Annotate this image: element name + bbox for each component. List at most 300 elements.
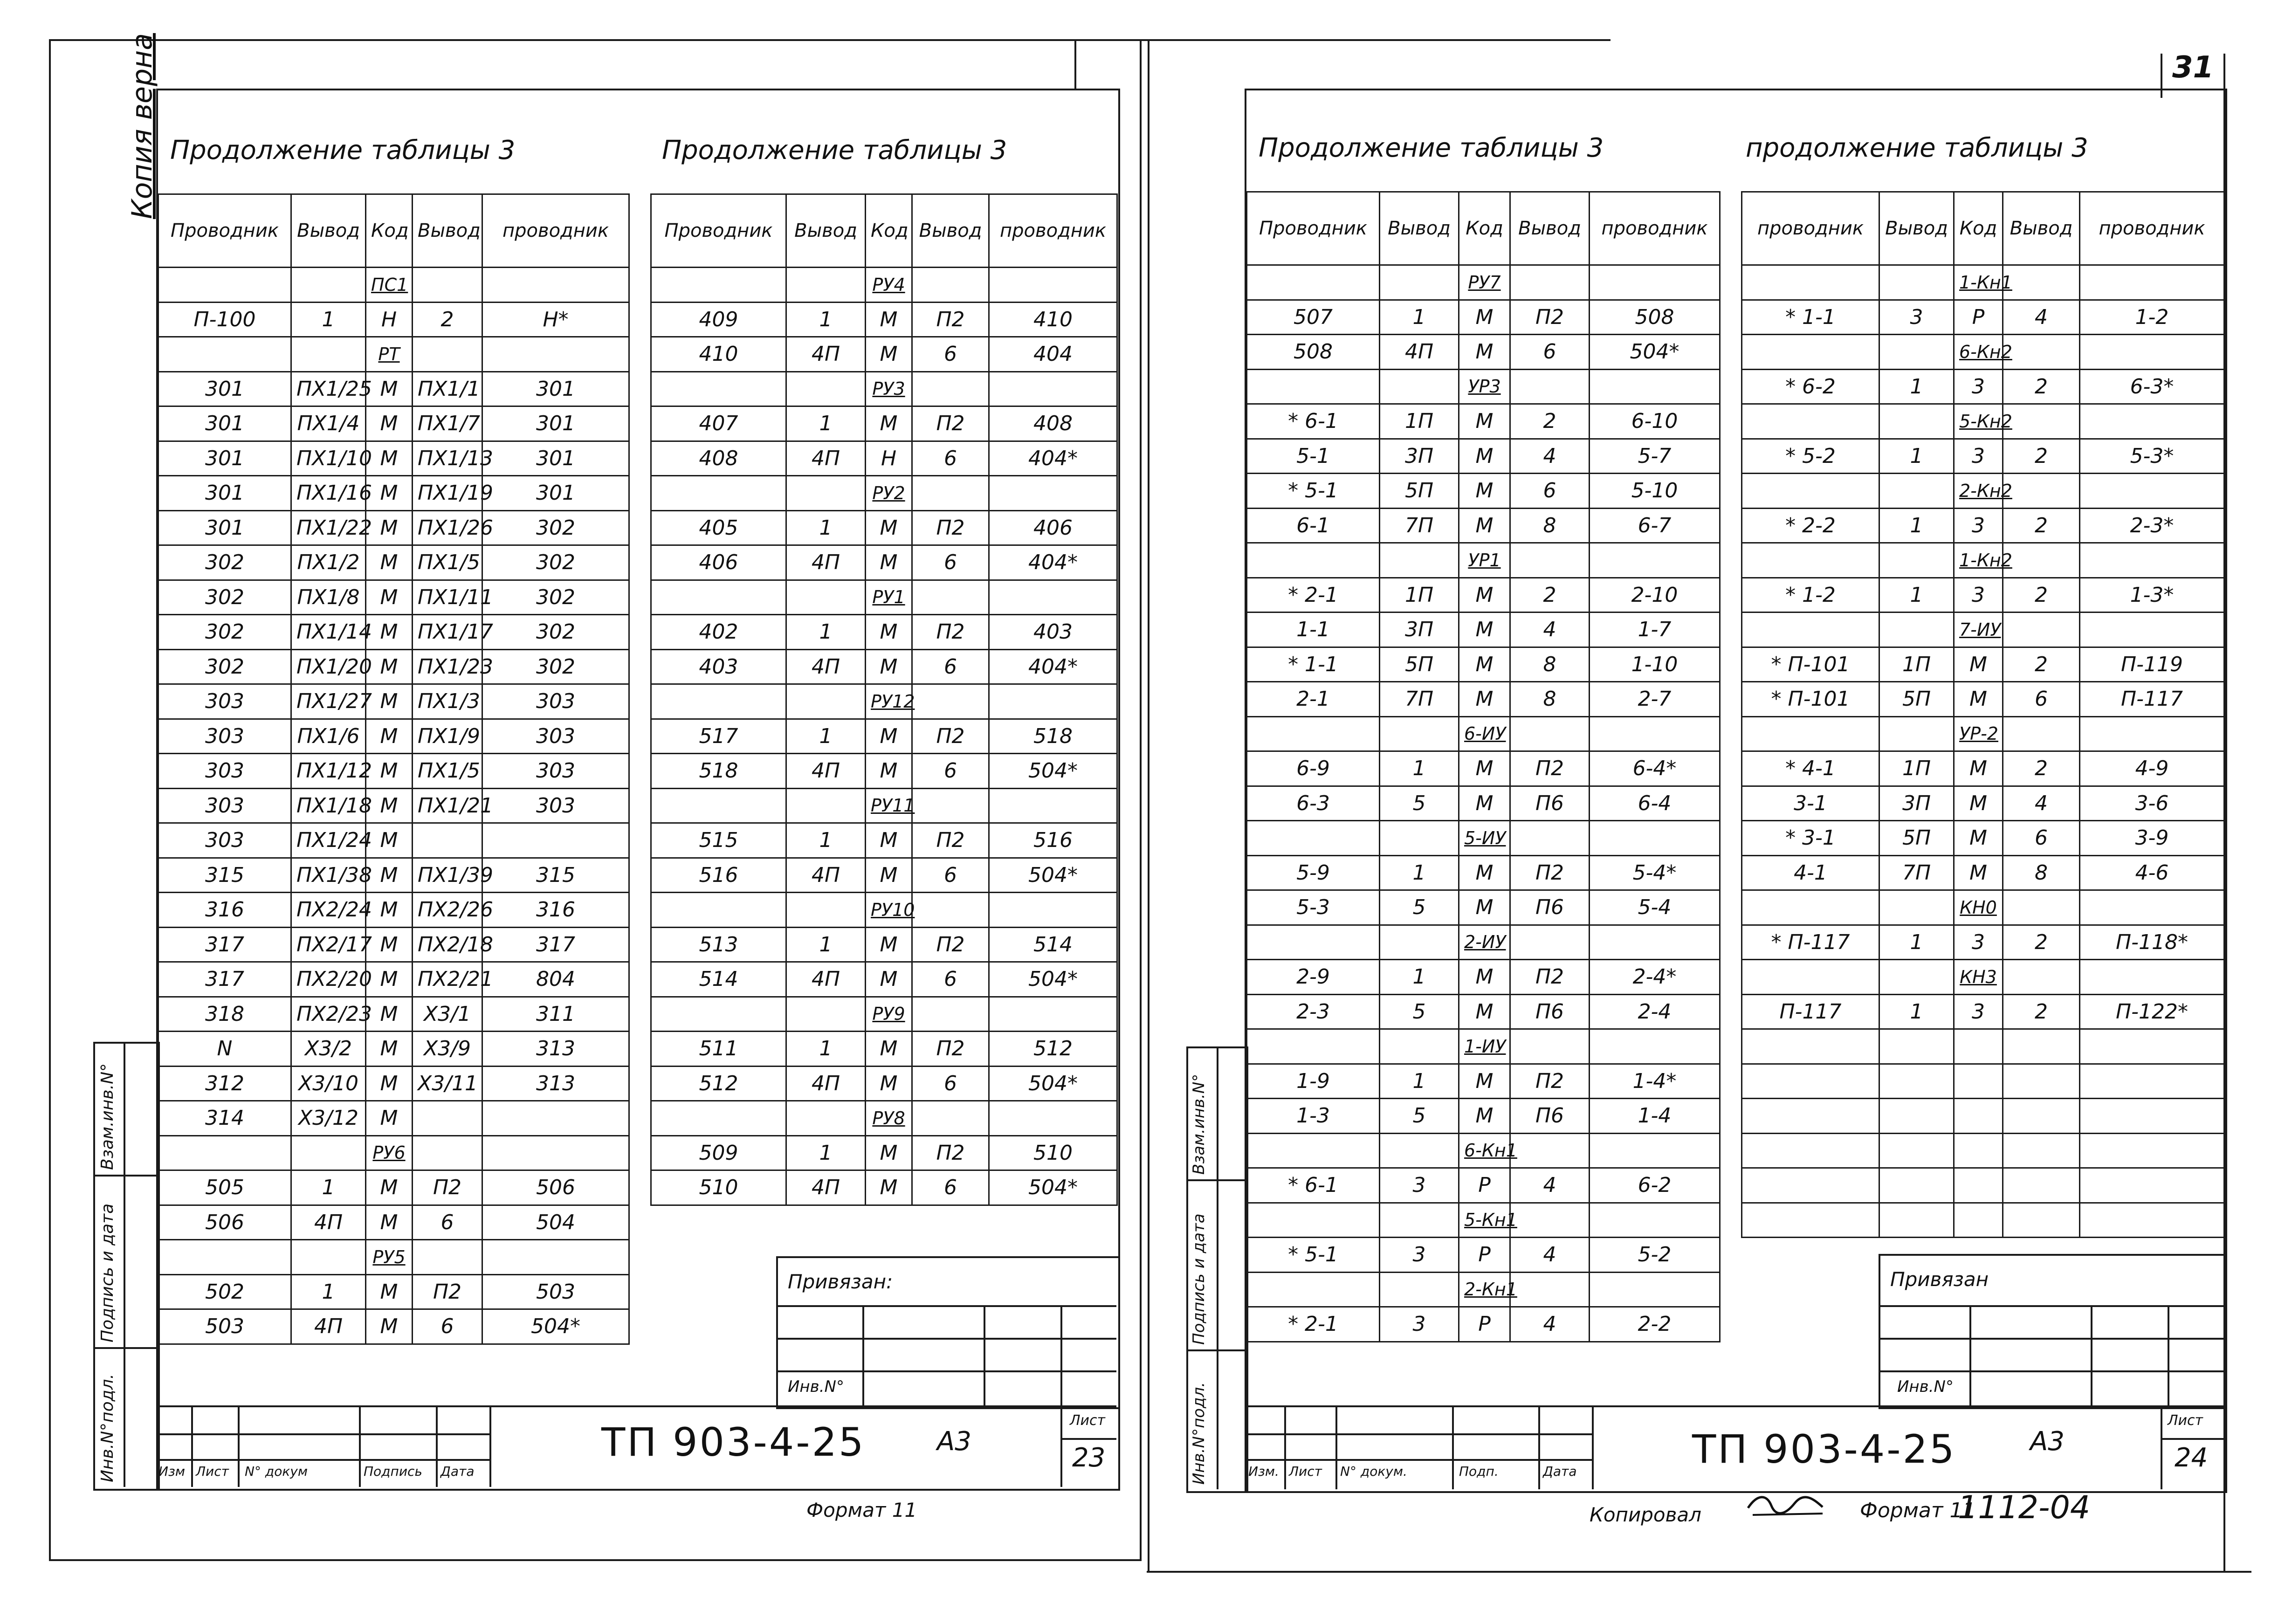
table-cell xyxy=(1742,1203,1879,1238)
table-cell xyxy=(651,997,786,1032)
table-cell: ПХ2/17 xyxy=(291,927,366,962)
code-cell: Р xyxy=(1459,1168,1510,1203)
table-cell: ПХ1/24 xyxy=(291,823,366,858)
code-cell: М xyxy=(1459,647,1510,682)
code-cell: РУ4 xyxy=(866,268,912,303)
table-cell xyxy=(413,1101,482,1136)
table-cell: П2 xyxy=(912,719,989,754)
table-cell xyxy=(1879,404,1954,439)
table-cell xyxy=(2080,543,2224,578)
table-cell xyxy=(1380,265,1459,300)
table-cell xyxy=(989,372,1117,406)
table-cell: 302 xyxy=(482,649,629,684)
table-row xyxy=(651,545,1117,580)
column-header: Вывод xyxy=(1380,192,1459,265)
table-cell: 504 xyxy=(482,1205,629,1240)
table-cell: * 2-1 xyxy=(1247,1307,1380,1342)
code-cell: М xyxy=(366,1066,413,1101)
code-cell: М xyxy=(366,1205,413,1240)
table-cell xyxy=(786,893,866,928)
table-cell: ПХ1/11 xyxy=(413,580,482,615)
table-cell: 1 xyxy=(1380,1064,1459,1099)
table-row xyxy=(1742,474,2224,509)
table-cell xyxy=(1590,265,1720,300)
table-row xyxy=(651,649,1117,684)
table-cell: 4П xyxy=(786,1066,866,1101)
table-row xyxy=(1247,543,1720,578)
table-row xyxy=(1247,1133,1720,1168)
table-cell: 313 xyxy=(482,1032,629,1067)
code-cell: РУ5 xyxy=(366,1240,413,1275)
table-cell: 1 xyxy=(786,302,866,337)
right-sheet-label: Лист xyxy=(2168,1412,2203,1429)
left-format: Формат 11 xyxy=(806,1499,917,1521)
table-cell: 4П xyxy=(786,649,866,684)
table-cell: 516 xyxy=(651,858,786,893)
code-cell: 3 xyxy=(1954,369,2003,404)
table-cell: 510 xyxy=(989,1135,1117,1170)
table-cell xyxy=(158,337,291,372)
table-cell: 303 xyxy=(482,788,629,823)
table-cell: ПХ1/18 xyxy=(291,788,366,823)
table-cell xyxy=(989,893,1117,928)
column-header: Вывод xyxy=(291,194,366,268)
table-row xyxy=(1247,508,1720,543)
table-cell: 1 xyxy=(786,927,866,962)
table-cell xyxy=(1879,1133,1954,1168)
table-cell: 514 xyxy=(651,962,786,997)
table-cell: 518 xyxy=(989,719,1117,754)
table-cell: 5-3* xyxy=(2080,439,2224,474)
table-row xyxy=(651,268,1117,303)
table-cell: 5П xyxy=(1380,647,1459,682)
table-cell xyxy=(912,476,989,511)
table-cell: 406 xyxy=(651,545,786,580)
code-cell: М xyxy=(1954,855,2003,890)
table-cell: ПХ1/3 xyxy=(413,684,482,719)
table-row xyxy=(651,719,1117,754)
table-cell: 1 xyxy=(786,719,866,754)
column-header: Код xyxy=(866,194,912,268)
code-cell: 1-ИУ xyxy=(1459,1029,1510,1064)
table-row xyxy=(1247,751,1720,786)
table-row xyxy=(651,441,1117,476)
table-cell: ПХ1/38 xyxy=(291,858,366,893)
table-cell xyxy=(1247,1133,1380,1168)
table-row xyxy=(1247,265,1720,300)
table-cell xyxy=(651,372,786,406)
table-cell: 3-6 xyxy=(2080,786,2224,821)
code-cell: М xyxy=(366,545,413,580)
code-cell: М xyxy=(366,927,413,962)
code-cell: М xyxy=(366,788,413,823)
table-cell: 5-3 xyxy=(1247,890,1380,925)
table-row xyxy=(1742,994,2224,1029)
table-cell: 302 xyxy=(158,545,291,580)
table-cell: 301 xyxy=(158,406,291,441)
table-row xyxy=(158,1135,629,1170)
table-cell xyxy=(2080,404,2224,439)
table-cell xyxy=(158,1240,291,1275)
table-cell: 4П xyxy=(786,545,866,580)
table-row xyxy=(158,1274,629,1309)
table-cell xyxy=(1879,960,1954,995)
left-tb-izm: Изм xyxy=(158,1464,185,1479)
code-cell: 3 xyxy=(1954,578,2003,612)
table-row xyxy=(1742,404,2224,439)
table-cell: 6-3 xyxy=(1247,786,1380,821)
table-cell xyxy=(291,337,366,372)
table-row xyxy=(158,372,629,406)
table-cell: 404* xyxy=(989,441,1117,476)
table-cell xyxy=(2080,960,2224,995)
table-cell xyxy=(1590,1133,1720,1168)
table-cell xyxy=(291,1240,366,1275)
table-row xyxy=(651,858,1117,893)
table-cell xyxy=(912,1101,989,1136)
code-cell: М xyxy=(366,649,413,684)
table-cell: 6-7 xyxy=(1590,508,1720,543)
table-cell xyxy=(2003,404,2080,439)
table-cell: * П-101 xyxy=(1742,682,1879,717)
table-cell: 6 xyxy=(413,1205,482,1240)
table-cell xyxy=(2080,265,2224,300)
table-cell: 7П xyxy=(1879,855,1954,890)
table-cell: П2 xyxy=(912,302,989,337)
table-cell xyxy=(1510,265,1590,300)
table-row xyxy=(1247,682,1720,717)
table-cell: 504* xyxy=(989,858,1117,893)
table-cell: П2 xyxy=(1510,1064,1590,1099)
table-cell: П6 xyxy=(1510,786,1590,821)
table-cell: Н* xyxy=(482,302,629,337)
code-cell: 6-Кн2 xyxy=(1954,335,2003,370)
code-cell: 2-Кн2 xyxy=(1954,474,2003,509)
table-cell xyxy=(651,268,786,303)
table-row xyxy=(1742,682,2224,717)
table-cell: 5-9 xyxy=(1247,855,1380,890)
table-row xyxy=(651,754,1117,789)
table-cell: П2 xyxy=(1510,855,1590,890)
table-cell: 4П xyxy=(786,962,866,997)
table-cell: 2 xyxy=(2003,994,2080,1029)
table-cell: 303 xyxy=(158,684,291,719)
left-table-a-title: Продолжение таблицы 3 xyxy=(170,135,516,165)
table-cell: П2 xyxy=(413,1274,482,1309)
table-cell: ПХ1/12 xyxy=(291,754,366,789)
table-cell xyxy=(291,1135,366,1170)
table-row xyxy=(1742,786,2224,821)
table-row xyxy=(158,684,629,719)
left-margin-inv: Инв.N°подл. xyxy=(98,1374,117,1482)
table-cell xyxy=(2003,474,2080,509)
table-row xyxy=(1247,300,1720,335)
table-cell: ПХ1/8 xyxy=(291,580,366,615)
table-cell: 3-1 xyxy=(1742,786,1879,821)
table-cell: * 4-1 xyxy=(1742,751,1879,786)
code-cell: РУ1 xyxy=(866,580,912,615)
table-cell: П-119 xyxy=(2080,647,2224,682)
table-cell: 510 xyxy=(651,1170,786,1205)
table-cell xyxy=(2003,265,2080,300)
table-row xyxy=(1247,890,1720,925)
table-cell: 5-10 xyxy=(1590,474,1720,509)
code-cell: М xyxy=(1459,786,1510,821)
table-cell: 7П xyxy=(1380,682,1459,717)
table-row xyxy=(1742,960,2224,995)
table-cell: 301 xyxy=(158,441,291,476)
table-cell: * 5-1 xyxy=(1247,1238,1380,1273)
table-row xyxy=(158,1101,629,1136)
table-cell xyxy=(1590,925,1720,960)
table-cell: ПХ2/24 xyxy=(291,893,366,928)
table-cell: 6 xyxy=(1510,474,1590,509)
table-cell: ПХ1/21 xyxy=(413,788,482,823)
table-cell: 1-10 xyxy=(1590,647,1720,682)
table-row xyxy=(1742,890,2224,925)
table-cell: 406 xyxy=(989,510,1117,545)
code-cell: М xyxy=(1459,994,1510,1029)
code-cell: М xyxy=(366,510,413,545)
code-cell: РУ12 xyxy=(866,684,912,719)
left-stage: А3 xyxy=(937,1426,971,1457)
table-cell xyxy=(482,823,629,858)
table-cell xyxy=(2003,543,2080,578)
table-cell: 1 xyxy=(1380,960,1459,995)
table-header-row xyxy=(158,194,629,268)
table-cell: 3 xyxy=(1380,1238,1459,1273)
table-row xyxy=(1247,925,1720,960)
column-header: Вывод xyxy=(1879,192,1954,265)
table-row xyxy=(158,302,629,337)
code-cell: М xyxy=(1459,508,1510,543)
table-row xyxy=(158,580,629,615)
table-row xyxy=(1742,1203,2224,1238)
table-cell xyxy=(912,268,989,303)
table-cell: 1 xyxy=(291,1170,366,1205)
table-cell: * 1-2 xyxy=(1742,578,1879,612)
table-row xyxy=(158,615,629,650)
table-cell xyxy=(2003,890,2080,925)
code-cell: М xyxy=(366,1101,413,1136)
table-cell xyxy=(1380,1133,1459,1168)
table-row xyxy=(158,268,629,303)
table-cell xyxy=(482,268,629,303)
table-cell: 514 xyxy=(989,927,1117,962)
column-header: проводник xyxy=(1590,192,1720,265)
code-cell: 6-Кн1 xyxy=(1459,1133,1510,1168)
table-cell: 302 xyxy=(482,510,629,545)
table-cell: Х3/11 xyxy=(413,1066,482,1101)
code-cell xyxy=(1954,1099,2003,1134)
table-row xyxy=(651,406,1117,441)
table-cell: ПХ1/14 xyxy=(291,615,366,650)
code-cell: М xyxy=(866,1032,912,1067)
table-row xyxy=(651,997,1117,1032)
code-cell: Н xyxy=(366,302,413,337)
table-cell: 1-1 xyxy=(1247,612,1380,647)
table-cell: 506 xyxy=(482,1170,629,1205)
table-cell: П2 xyxy=(912,615,989,650)
code-cell: М xyxy=(366,823,413,858)
code-cell: М xyxy=(366,684,413,719)
right-tb-list: Лист xyxy=(1289,1464,1322,1479)
table-cell xyxy=(1510,1133,1590,1168)
code-cell: М xyxy=(1954,647,2003,682)
table-cell xyxy=(1742,265,1879,300)
table-cell: 6 xyxy=(912,337,989,372)
table-cell: 2 xyxy=(1510,578,1590,612)
code-cell: 5-Кн1 xyxy=(1459,1203,1510,1238)
table-cell xyxy=(786,476,866,511)
sheet-separator-right xyxy=(1148,39,1149,1573)
table-cell xyxy=(2003,1029,2080,1064)
code-cell: М xyxy=(866,406,912,441)
table-cell xyxy=(1247,543,1380,578)
column-header: Проводник xyxy=(158,194,291,268)
table-cell: 518 xyxy=(651,754,786,789)
table-cell xyxy=(786,788,866,823)
table-cell xyxy=(1879,1029,1954,1064)
table-cell: 2-4* xyxy=(1590,960,1720,995)
table-row xyxy=(651,684,1117,719)
code-cell: М xyxy=(866,545,912,580)
copier-signature xyxy=(1743,1489,1827,1522)
code-cell: М xyxy=(366,372,413,406)
table-cell: 1 xyxy=(786,1032,866,1067)
code-cell: 7-ИУ xyxy=(1954,612,2003,647)
table-row xyxy=(1247,786,1720,821)
table-cell: ПХ2/23 xyxy=(291,997,366,1032)
table-cell xyxy=(1380,716,1459,751)
table-cell xyxy=(158,1135,291,1170)
table-row xyxy=(158,893,629,928)
column-header: Вывод xyxy=(786,194,866,268)
table-cell: 409 xyxy=(651,302,786,337)
table-cell: 2-7 xyxy=(1590,682,1720,717)
table-cell: 317 xyxy=(482,927,629,962)
code-cell xyxy=(1954,1029,2003,1064)
table-cell: 2 xyxy=(2003,508,2080,543)
table-cell xyxy=(1510,369,1590,404)
table-cell xyxy=(786,372,866,406)
table-cell xyxy=(1879,1168,1954,1203)
code-cell: М xyxy=(1459,474,1510,509)
code-cell: 3 xyxy=(1954,925,2003,960)
table-row xyxy=(1742,1099,2224,1134)
table-cell: ПХ1/10 xyxy=(291,441,366,476)
code-cell: М xyxy=(1459,1064,1510,1099)
code-cell xyxy=(1954,1064,2003,1099)
table-cell: П2 xyxy=(912,1032,989,1067)
table-cell xyxy=(1590,369,1720,404)
table-header-row xyxy=(651,194,1117,268)
table-cell: * 5-1 xyxy=(1247,474,1380,509)
table-row xyxy=(158,406,629,441)
table-cell: 5 xyxy=(1380,890,1459,925)
table-cell: 317 xyxy=(158,927,291,962)
table-row xyxy=(1247,1099,1720,1134)
column-header: Код xyxy=(1459,192,1510,265)
left-margin-replace: Взам.инв.N° xyxy=(98,1063,117,1170)
code-cell: М xyxy=(1954,786,2003,821)
code-cell: М xyxy=(1459,960,1510,995)
table-cell xyxy=(2080,716,2224,751)
column-header: Проводник xyxy=(1247,192,1380,265)
table-cell: 3П xyxy=(1380,439,1459,474)
table-cell xyxy=(1742,716,1879,751)
table-cell xyxy=(1742,1133,1879,1168)
table-cell: * П-101 xyxy=(1742,647,1879,682)
code-cell: 1-Кн1 xyxy=(1954,265,2003,300)
table-cell: 1 xyxy=(291,1274,366,1309)
table-cell xyxy=(1742,1064,1879,1099)
table-cell: 515 xyxy=(651,823,786,858)
table-cell: * 2-1 xyxy=(1247,578,1380,612)
table-cell xyxy=(2003,612,2080,647)
table-cell: 507 xyxy=(1247,300,1380,335)
code-cell: УР3 xyxy=(1459,369,1510,404)
code-cell: М xyxy=(366,1170,413,1205)
bottom-edge-line-left xyxy=(49,1559,1140,1561)
table-cell: 303 xyxy=(158,754,291,789)
table-cell: 3П xyxy=(1380,612,1459,647)
table-cell: 403 xyxy=(651,649,786,684)
table-row xyxy=(1247,647,1720,682)
table-cell: П-118* xyxy=(2080,925,2224,960)
table-cell: 4 xyxy=(1510,612,1590,647)
table-cell: 5-4* xyxy=(1590,855,1720,890)
table-cell: 5П xyxy=(1879,821,1954,856)
table-cell: 512 xyxy=(989,1032,1117,1067)
table-cell: ПХ1/5 xyxy=(413,545,482,580)
table-cell xyxy=(2003,960,2080,995)
table-cell: П2 xyxy=(413,1170,482,1205)
table-cell: 313 xyxy=(482,1066,629,1101)
table-cell: ПХ1/1 xyxy=(413,372,482,406)
table-cell: П-100 xyxy=(158,302,291,337)
table-cell: ПХ1/20 xyxy=(291,649,366,684)
code-cell xyxy=(1954,1168,2003,1203)
table-row xyxy=(1742,578,2224,612)
table-cell xyxy=(1590,716,1720,751)
table-row xyxy=(1742,647,2224,682)
table-cell xyxy=(912,893,989,928)
table-cell xyxy=(912,684,989,719)
table-cell xyxy=(413,1135,482,1170)
table-cell: ПХ2/26 xyxy=(413,893,482,928)
bottom-edge-line-right xyxy=(1147,1571,2251,1573)
code-cell: М xyxy=(366,1032,413,1067)
table-cell: 6 xyxy=(912,649,989,684)
table-cell xyxy=(651,1101,786,1136)
table-cell: 303 xyxy=(158,823,291,858)
code-cell: РУ7 xyxy=(1459,265,1510,300)
table-row xyxy=(1247,474,1720,509)
table-row xyxy=(1742,265,2224,300)
code-cell xyxy=(1954,1203,2003,1238)
table-cell: ПХ1/25 xyxy=(291,372,366,406)
table-cell xyxy=(912,372,989,406)
table-cell: 1-4* xyxy=(1590,1064,1720,1099)
table-cell xyxy=(1879,265,1954,300)
table-cell: П-117 xyxy=(2080,682,2224,717)
table-cell: 301 xyxy=(158,510,291,545)
table-cell: Х3/2 xyxy=(291,1032,366,1067)
table-row xyxy=(158,337,629,372)
right-tb-doc: N° докум. xyxy=(1340,1464,1407,1479)
left-tb-list: Лист xyxy=(196,1464,229,1479)
